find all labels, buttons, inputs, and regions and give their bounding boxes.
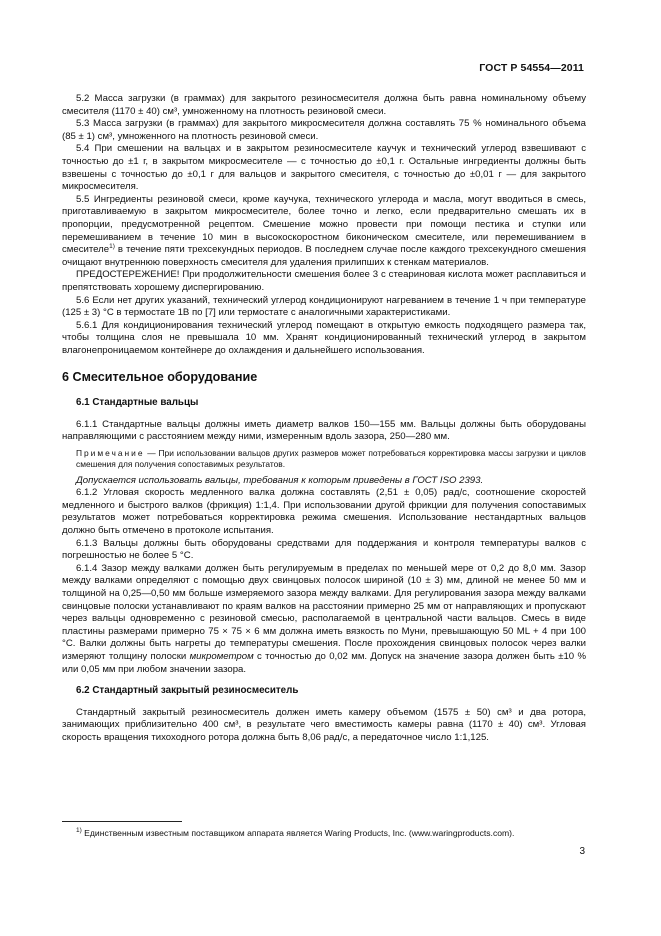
paragraph-5-4: 5.4 При смешении на вальцах и в закрытом резиносмесителе каучук и технический углерод взвешивают с точностью до ±1 г, в закрытом микросмесителе — с точностью до ±0,1 г. Остальные ингредиенты должны быть взвешены с точностью до ±0,1 г для вальцов и закрытого смесителя, с точностью до ±0,01 г — для закрытого микросмесителя. <box>62 143 586 193</box>
note-label: Примечание <box>76 447 145 458</box>
paragraph-5-5 <box>62 194 586 270</box>
subsection-heading-6-2: 6.2 Стандартный закрытый резиносмеситель <box>76 685 299 697</box>
paragraph-5-6-1: 5.6.1 Для кондиционирования технический углерод помещают в открытую емкость подходящего размера так, чтобы толщина слоя не превышала 10 мм. Хранят кондиционированный технический углерод в закрытом влагонепроницаемом контейнере до охлаждения и дальнейшего использования. <box>62 319 586 356</box>
paragraph-6-1-4-part-a: 6.1.4 Зазор между валками должен быть регулируемым в пределах по меньшей мере от 0,2 до 8,0 мм. Зазор между валками определяют с помощью двух свинцовых полосок шириной (10 ± 3) мм, длиной не менее 50 мм и толщиной на 0,25—0,50 мм больше измеряемого зазора между валками. Для регулирования зазора между валками свинцовые полоски устанавливают по краям валков на расстоянии примерно 25 мм от направляющих и пропускают через вальцы одновременно с резиновой смесью, располагаемой в центральной части вальцов. Смесь в виде пластины размерами примерно 75 × 75 × 6 мм должна иметь вязкость по Муни, превышающую 50 ML + 4 при 100 °С. Валки должны быть нагреты до температуры смешения. После прохождения свинцовых полосок через валки измеряют толщину полоски <box>62 562 586 662</box>
paragraph-6-1-1: 6.1.1 Стандартные вальцы должны иметь диаметр валков 150—155 мм. Вальцы должны быть оборудованы направляющими с расстоянием между ними, измеренным вдоль зазора, 250—280 мм. <box>62 418 586 443</box>
subsection-heading-6-1: 6.1 Стандартные вальцы <box>76 397 199 409</box>
paragraph-5-5-part-a: 5.5 Ингредиенты резиновой смеси, кроме каучука, технического углерода и масла, могут вводиться в смесь, приготавливаемую в закрытом микросмесителе, более точно и легко, если предварительно смешать их в пропорции, предусмотренной рецептом. Смешение можно провести при помощи пестика и ступки или перемешиванием в течение 10 мин в высокоскоростном биконическом смесителе, или перемешиванием в смесителе <box>62 193 586 256</box>
paragraph-6-1-2: 6.1.2 Угловая скорость медленного валка должна составлять (2,51 ± 0,05) рад/с, соотношение скоростей медленного и быстрого валков (фрикция) 1:1,4. При использовании другой фрикции для получения сопоставимых результатов может потребоваться корректировка режима смешения. Использование нестандартных вальцов должно быть отмечено в протоколе испытания. <box>62 487 586 537</box>
paragraph-6-1-3: 6.1.3 Вальцы должны быть оборудованы средствами для поддержания и контроля температуры валков с погрешностью не более 5 °С. <box>62 537 586 562</box>
page-body <box>62 93 586 745</box>
allowed-paragraph: Допускается использовать вальцы, требования к которым приведены в ГОСТ ISO 2393. <box>76 474 484 486</box>
footnote <box>62 828 586 839</box>
footnote-reference: 1) <box>109 243 115 251</box>
warning-paragraph: ПРЕДОСТЕРЕЖЕНИЕ! При продолжительности смешения более 3 с стеариновая кислота может расплавиться и препятствовать хорошему диспергированию. <box>62 269 586 293</box>
footnote-text: Единственным известным поставщиком аппарата является Waring Products, Inc. (www.waringproducts.com). <box>81 828 515 838</box>
section-heading-6: 6 Смесительное оборудование <box>62 370 258 385</box>
footnote-separator <box>62 821 182 822</box>
paragraph-5-5-part-b: в течение пяти трехсекундных периодов. В последнем случае после каждого трехсекундного смешения очищают внутреннюю поверхность смесителя для удаления прилипших к стенкам материалов. <box>62 244 586 268</box>
page-number: 3 <box>579 846 585 857</box>
paragraph-5-3: 5.3 Масса загрузки (в граммах) для закрытого микросмесителя должна составлять 75 % номинального объема (85 ± 1) см³, умноженного на плотность резиновой смеси. <box>62 118 586 142</box>
paragraph-6-1-4 <box>62 563 586 676</box>
standard-number: ГОСТ Р 54554—2011 <box>479 62 584 74</box>
note-text: — При использовании вальцов других размеров может потребоваться корректировка массы загрузки и циклов смешения для получения сопоставимых результатов. <box>76 447 586 470</box>
footnote-mark: 1) <box>76 827 82 834</box>
paragraph-6-1-4-part-b: с точностью до 0,02 мм. Допуск на значение зазора должен быть ±10 % или 0,05 мм при любом значении зазора. <box>62 650 587 675</box>
paragraph-5-2: 5.2 Масса загрузки (в граммах) для закрытого резиносмесителя должна быть равна номинальному объему смесителя (1170 ± 40) см³, умноженному на плотность резиновой смеси. <box>62 93 586 117</box>
paragraph-5-6: 5.6 Если нет других указаний, технический углерод кондиционируют нагреванием в течение 1 ч при температуре (125 ± 3) °С в термостате 1В по [7] или термостате с аналогичными характеристиками. <box>62 294 586 319</box>
paragraph-6-2: Стандартный закрытый резиносмеситель должен иметь камеру объемом (1575 ± 50) см³ и два ротора, занимающих приблизительно 400 см³, в результате чего вместимость камеры равна (1170 ± 40) см³. Угловая скорость вращения тихоходного ротора должна быть 8,06 рад/с, а передаточное число 1:1,125. <box>62 706 586 743</box>
note <box>62 448 586 471</box>
paragraph-6-1-4-italic: микрометром <box>189 650 254 662</box>
